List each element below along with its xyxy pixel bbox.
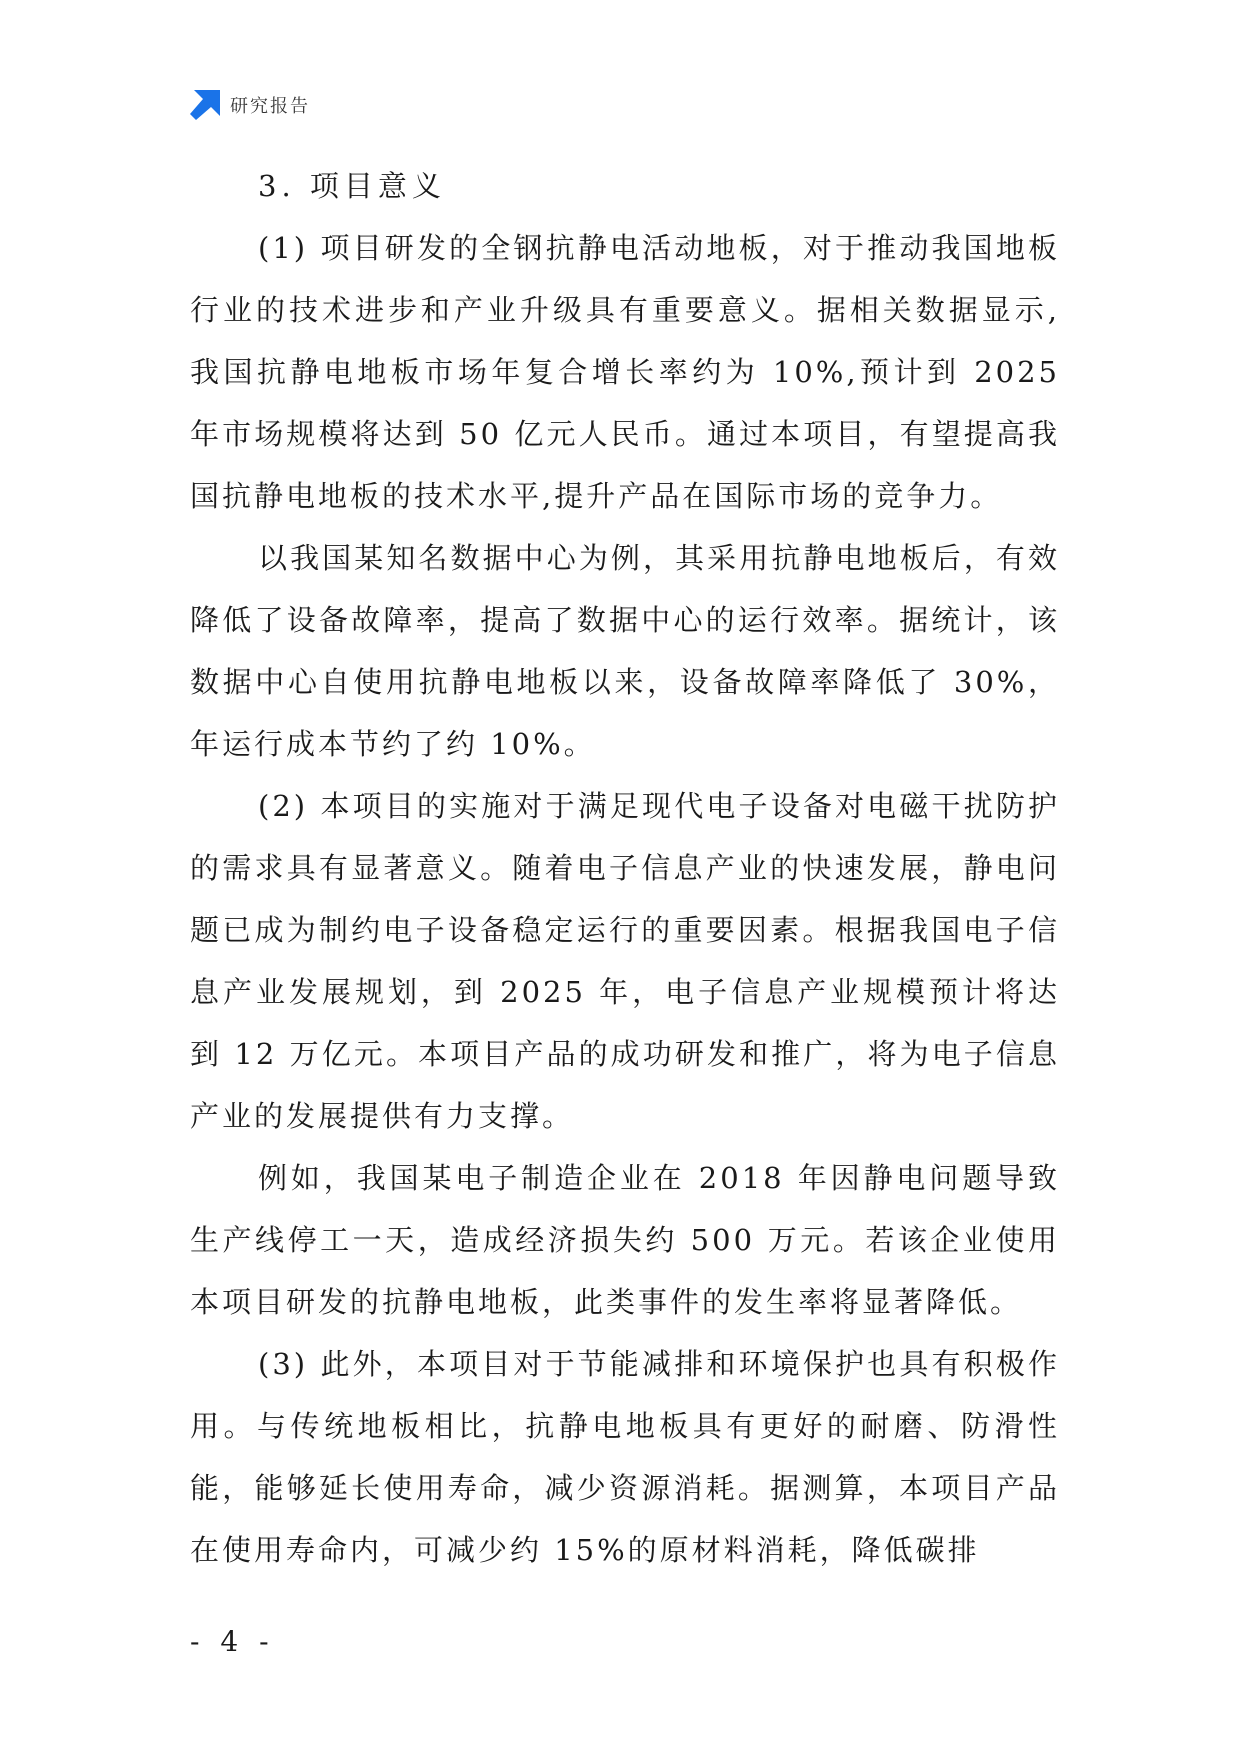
page-number: - 4 - bbox=[190, 1625, 275, 1658]
paragraph: (2) 本项目的实施对于满足现代电子设备对电磁干扰防护的需求具有显著意义。随着电子信息产业的快速发展，静电问题已成为制约电子设备稳定运行的重要因素。根据我国电子信息产业发展规划，到 2025 年，电子信息产业规模预计将达到 12 万亿元。本项目产品的成功研发和推广，将为电子信息产业的发展提供有力支撑。 bbox=[190, 789, 1060, 1133]
paragraph: 例如，我国某电子制造企业在 2018 年因静电问题导致生产线停工一天，造成经济损失约 500 万元。若该企业使用本项目研发的抗静电地板，此类事件的发生率将显著降低。 bbox=[190, 1161, 1060, 1319]
section-title: 3. 项目意义 bbox=[258, 169, 446, 203]
paragraph: 以我国某知名数据中心为例，其采用抗静电地板后，有效降低了设备故障率，提高了数据中心的运行效率。据统计，该数据中心自使用抗静电地板以来，设备故障率降低了 30%，年运行成本节约了约 10%。 bbox=[190, 541, 1060, 761]
paragraph: (3) 此外，本项目对于节能减排和环境保护也具有积极作用。与传统地板相比，抗静电地板具有更好的耐磨、防滑性能，能够延长使用寿命，减少资源消耗。据测算，本项目产品在使用寿命内，可减少约 15%的原材料消耗，降低碳排 bbox=[190, 1347, 1060, 1567]
paragraph: (1) 项目研发的全钢抗静电活动地板，对于推动我国地板行业的技术进步和产业升级具有重要意义。据相关数据显示,我国抗静电地板市场年复合增长率约为 10%,预计到 2025 年市场规模将达到 50 亿元人民币。通过本项目，有望提高我国抗静电地板的技术水平,提升产品在国际市场的竞争力。 bbox=[190, 231, 1060, 513]
report-header bbox=[190, 90, 310, 120]
header-title: 研究报告 bbox=[230, 96, 310, 117]
document-body bbox=[190, 155, 1060, 1581]
arrow-up-right-icon bbox=[190, 90, 220, 120]
